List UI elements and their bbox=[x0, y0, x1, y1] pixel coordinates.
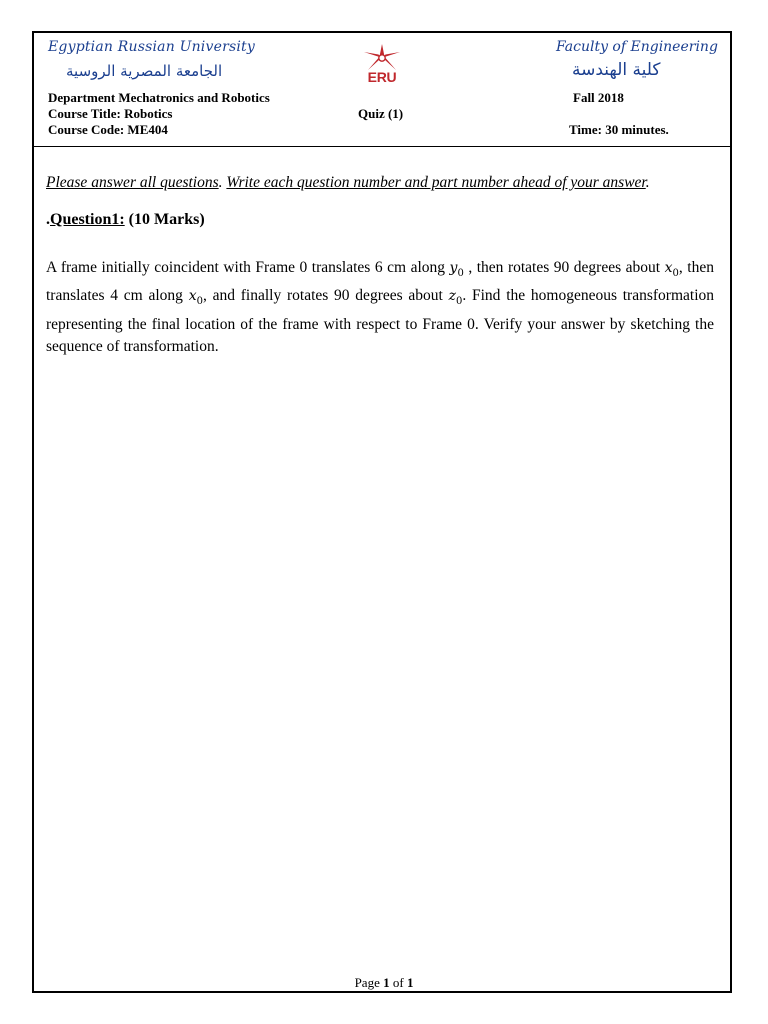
instructions bbox=[46, 174, 718, 191]
question-marks: (10 Marks) bbox=[124, 211, 205, 228]
math-var-z0 bbox=[448, 288, 463, 308]
math-var-y0 bbox=[449, 260, 464, 279]
question-text-part: , then translates 4 cm along bbox=[46, 259, 714, 305]
footer-of-word: of bbox=[389, 975, 407, 990]
question-text-part: , and finally rotates 90 degrees about bbox=[202, 287, 449, 305]
course-code-line: Course Code: ME404 bbox=[48, 122, 168, 137]
instruction-end: . bbox=[645, 174, 650, 191]
math-var: z bbox=[448, 288, 456, 305]
question-title bbox=[46, 211, 205, 229]
university-logo bbox=[362, 44, 402, 88]
instruction-separator: . bbox=[218, 174, 227, 191]
quiz-label: Quiz (1) bbox=[358, 106, 404, 121]
math-var-x0 bbox=[664, 260, 679, 279]
footer-page-total: 1 bbox=[406, 975, 414, 990]
question-prefix: . bbox=[46, 211, 50, 228]
math-var: x bbox=[664, 260, 673, 276]
star-icon bbox=[362, 44, 402, 72]
footer-page-number: 1 bbox=[383, 975, 390, 990]
footer-page-word: Page bbox=[354, 975, 384, 990]
department-line: Department Mechatronics and Robotics bbox=[48, 90, 270, 105]
instruction-part-2: Write each question number and part number ahead of your answer bbox=[226, 174, 646, 191]
math-subscript: 0 bbox=[456, 296, 463, 308]
question-text-part: . Find the homogeneous transformation representing the final location of the frame with respect to Frame 0. Verify your answer by sketching the sequence of transformation. bbox=[46, 287, 714, 356]
page-footer bbox=[0, 975, 768, 991]
instruction-part-1: Please answer all questions bbox=[46, 174, 219, 191]
math-subscript: 0 bbox=[672, 267, 679, 279]
question-text bbox=[46, 257, 714, 359]
logo-text: ERU bbox=[367, 69, 397, 85]
math-var: y bbox=[449, 260, 458, 276]
math-var: x bbox=[188, 288, 197, 305]
math-subscript: 0 bbox=[196, 296, 203, 308]
semester-label: Fall 2018 bbox=[573, 90, 624, 105]
math-subscript: 0 bbox=[457, 267, 464, 279]
question-text-part: A frame initially coincident with Frame 0 translates 6 cm along bbox=[46, 259, 450, 276]
faculty-name-en: Faculty of Engineering bbox=[556, 39, 718, 55]
time-label: Time: 30 minutes. bbox=[569, 122, 669, 137]
course-title-line: Course Title: Robotics bbox=[48, 106, 173, 121]
math-var-x0 bbox=[188, 288, 203, 308]
faculty-name-ar: كلية الهندسة bbox=[572, 60, 661, 80]
header-divider bbox=[34, 146, 730, 147]
university-name-en: Egyptian Russian University bbox=[48, 39, 255, 55]
question-text-part: , then rotates 90 degrees about bbox=[463, 259, 665, 276]
university-name-ar: الجامعة المصرية الروسية bbox=[66, 62, 223, 80]
question-label: Question1: bbox=[50, 211, 125, 228]
